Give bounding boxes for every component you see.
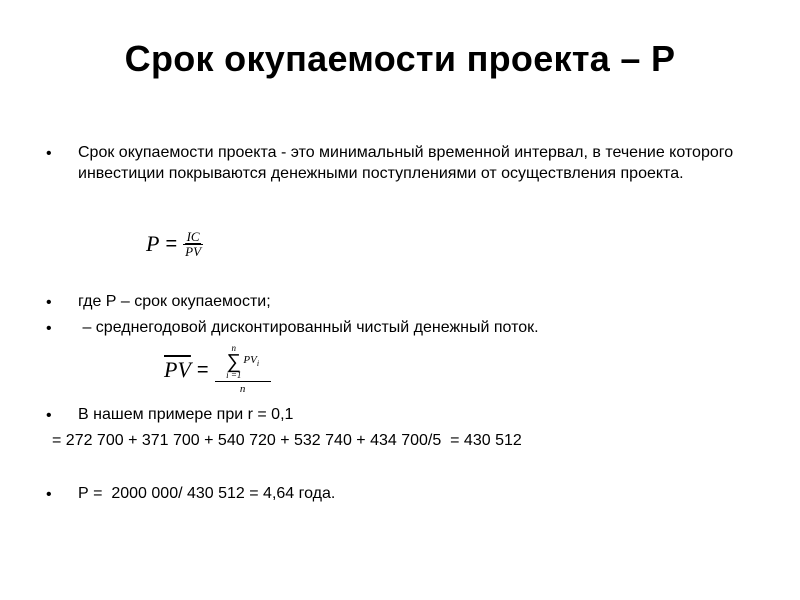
- bullet-icon: •: [46, 320, 52, 337]
- sum-term-subscript: i: [256, 359, 260, 369]
- calculation-text: = 272 700 + 371 700 + 540 720 + 532 740 + 434 700/5 = 430 512: [52, 432, 522, 449]
- example-text: В нашем примере при r = 0,1: [78, 406, 294, 423]
- formula-denominator: PV: [185, 243, 202, 259]
- formula2-numerator: [215, 344, 271, 381]
- formula2-equals: =: [196, 358, 209, 381]
- slide-title: Срок окупаемости проекта – Р: [124, 38, 676, 79]
- formula2-lhs: $\overline{PV}$: [164, 357, 191, 382]
- payback-formula: [146, 224, 203, 264]
- bullet-icon: •: [46, 407, 52, 424]
- sum-term: [243, 353, 259, 371]
- bullet-icon: •: [46, 486, 52, 503]
- average-pv-formula: [164, 342, 271, 398]
- where-text: где Р – срок окупаемости;: [78, 293, 271, 310]
- sum-upper-limit: n: [231, 343, 236, 353]
- formula-equals: =: [165, 232, 178, 255]
- bullet-icon: •: [46, 294, 52, 311]
- sum-term-main: PV: [243, 353, 257, 366]
- formula-numerator: IC: [186, 228, 200, 244]
- sum-lower-limit: i =1: [226, 370, 242, 380]
- sum-icon: ∑: [226, 351, 241, 373]
- formula2-denominator: n: [215, 381, 271, 396]
- bullet-icon: •: [46, 145, 52, 162]
- formula-lhs: P: [146, 231, 160, 256]
- formula-fraction: [183, 230, 203, 259]
- pv-definition-text: – среднегодовой дисконтированный чистый денежный поток.: [78, 319, 539, 336]
- result-text: Р = 2000 000/ 430 512 = 4,64 года.: [78, 485, 336, 502]
- formula2-fraction: [215, 344, 271, 396]
- sum-block: [226, 344, 241, 380]
- definition-text: Срок окупаемости проекта - это минимальный временной интервал, в течение которого инвестиции покрываются денежными поступлениями от осуществления проекта.: [78, 144, 734, 182]
